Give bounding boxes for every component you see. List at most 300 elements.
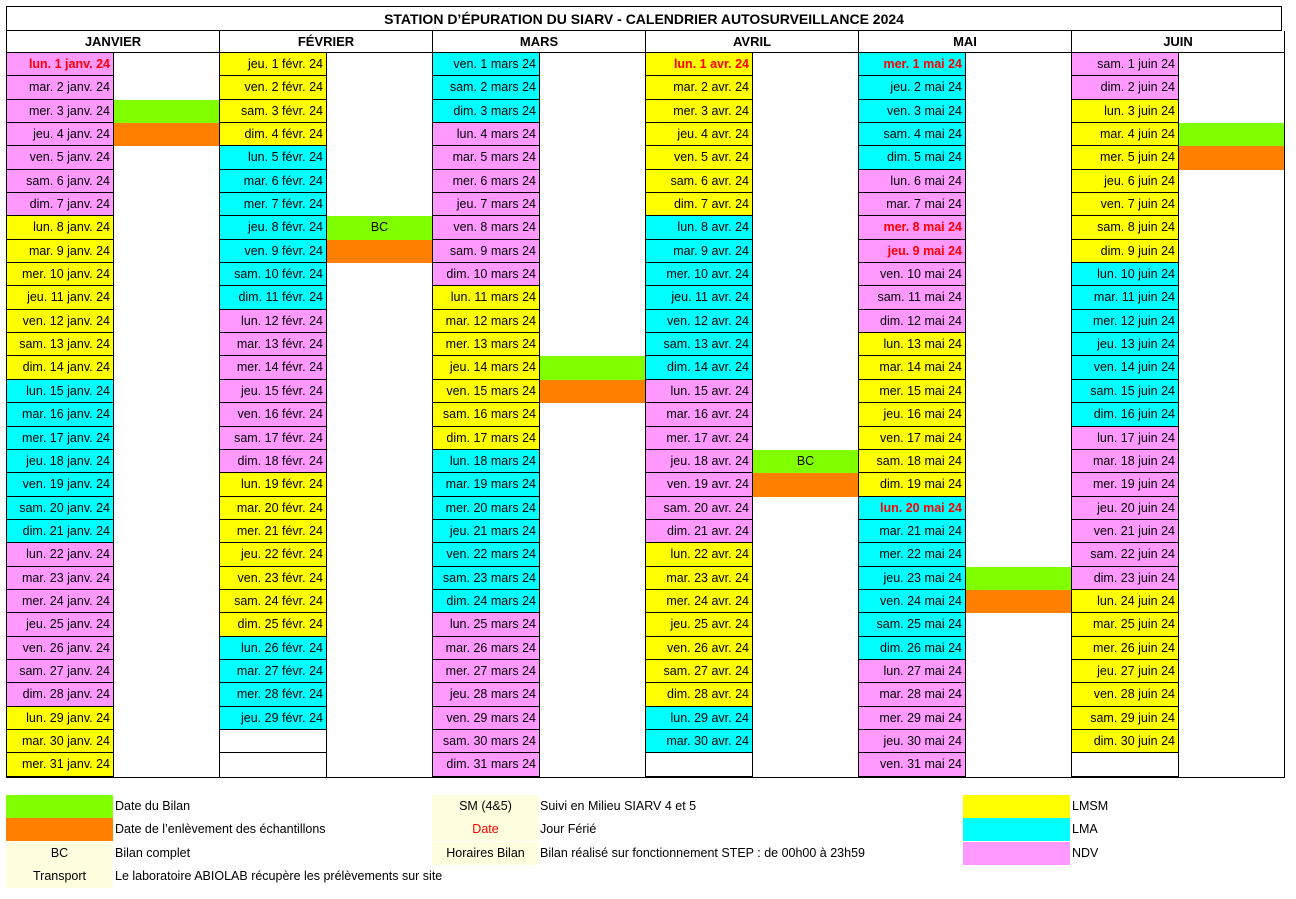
day-cell: mer. 8 mai 24 — [859, 216, 965, 239]
day-cell: sam. 18 mai 24 — [859, 450, 965, 473]
mark-cell — [753, 637, 858, 660]
day-cell: dim. 16 juin 24 — [1072, 403, 1178, 426]
day-cell: mer. 24 janv. 24 — [7, 590, 113, 613]
mark-cell — [114, 637, 219, 660]
mark-cell — [966, 730, 1071, 753]
mark-cell — [966, 146, 1071, 169]
day-cell: sam. 4 mai 24 — [859, 123, 965, 146]
mark-cell — [114, 240, 219, 263]
day-cell: ven. 31 mai 24 — [859, 753, 965, 776]
month-header: MAI — [859, 31, 1071, 53]
mark-cell — [966, 497, 1071, 520]
mark-cell — [1179, 543, 1284, 566]
day-cell: sam. 15 juin 24 — [1072, 380, 1178, 403]
mark-cell — [114, 567, 219, 590]
mark-cell — [966, 637, 1071, 660]
mark-cell — [327, 333, 432, 356]
day-cell: sam. 20 janv. 24 — [7, 497, 113, 520]
day-cell: mar. 20 févr. 24 — [220, 497, 326, 520]
day-cell: sam. 29 juin 24 — [1072, 707, 1178, 730]
day-cell: jeu. 7 mars 24 — [433, 193, 539, 216]
mark-cell — [966, 100, 1071, 123]
mark-cell — [327, 497, 432, 520]
mark-cell — [540, 76, 645, 99]
legend-horaires-key: Horaires Bilan — [432, 842, 539, 865]
mark-cell — [327, 193, 432, 216]
day-cell: lun. 29 janv. 24 — [7, 707, 113, 730]
day-cell: dim. 21 janv. 24 — [7, 520, 113, 543]
legend-horaires-label: Bilan réalisé sur fonctionnement STEP : de 00h00 à 23h59 — [540, 846, 865, 860]
day-cell: mer. 12 juin 24 — [1072, 310, 1178, 333]
legend-bc-label: Bilan complet — [115, 846, 191, 860]
mark-cell — [114, 263, 219, 286]
mark-cell — [1179, 730, 1284, 753]
mark-cell — [1179, 637, 1284, 660]
day-cell: sam. 16 mars 24 — [433, 403, 539, 426]
month-column — [645, 31, 858, 778]
mark-cell — [327, 427, 432, 450]
mark-cell — [1179, 333, 1284, 356]
mark-cell — [753, 707, 858, 730]
day-cell: mer. 15 mai 24 — [859, 380, 965, 403]
day-cell: dim. 25 févr. 24 — [220, 613, 326, 636]
day-cell: mar. 16 avr. 24 — [646, 403, 752, 426]
mark-cell — [1179, 216, 1284, 239]
mark-cell — [327, 450, 432, 473]
day-cell: lun. 3 juin 24 — [1072, 100, 1178, 123]
mark-cell — [540, 310, 645, 333]
day-cell: jeu. 4 avr. 24 — [646, 123, 752, 146]
day-cell: mer. 13 mars 24 — [433, 333, 539, 356]
mark-cell — [753, 613, 858, 636]
month-column — [432, 31, 645, 778]
day-cell: sam. 23 mars 24 — [433, 567, 539, 590]
day-cell: jeu. 13 juin 24 — [1072, 333, 1178, 356]
mark-cell — [327, 613, 432, 636]
day-cell: ven. 23 févr. 24 — [220, 567, 326, 590]
month-column — [219, 31, 432, 778]
mark-cell — [540, 427, 645, 450]
mark-cell — [540, 707, 645, 730]
empty-cell — [220, 753, 326, 776]
mark-cell — [327, 310, 432, 333]
day-cell: sam. 9 mars 24 — [433, 240, 539, 263]
month-header: JANVIER — [7, 31, 219, 53]
mark-cell — [966, 263, 1071, 286]
day-cell: jeu. 8 févr. 24 — [220, 216, 326, 239]
mark-cell — [966, 310, 1071, 333]
day-cell: sam. 3 févr. 24 — [220, 100, 326, 123]
empty-cell — [646, 753, 752, 776]
day-cell: mar. 23 janv. 24 — [7, 567, 113, 590]
echantillon-marker — [327, 240, 432, 263]
mark-cell — [327, 660, 432, 683]
mark-cell — [114, 520, 219, 543]
mark-cell — [966, 683, 1071, 706]
mark-cell — [1179, 707, 1284, 730]
day-cell: dim. 24 mars 24 — [433, 590, 539, 613]
day-cell: mar. 5 mars 24 — [433, 146, 539, 169]
mark-cell — [540, 520, 645, 543]
mark-cell — [327, 730, 432, 753]
day-cell: jeu. 16 mai 24 — [859, 403, 965, 426]
mark-cell — [966, 707, 1071, 730]
day-cell: jeu. 14 mars 24 — [433, 356, 539, 379]
day-cell: mar. 21 mai 24 — [859, 520, 965, 543]
echantillon-marker — [1179, 146, 1284, 169]
day-cell: mer. 19 juin 24 — [1072, 473, 1178, 496]
day-cell: dim. 5 mai 24 — [859, 146, 965, 169]
mark-cell — [114, 76, 219, 99]
legend-bilan-label: Date du Bilan — [115, 799, 191, 813]
day-cell: dim. 3 mars 24 — [433, 100, 539, 123]
day-cell: jeu. 15 févr. 24 — [220, 380, 326, 403]
day-cell: sam. 25 mai 24 — [859, 613, 965, 636]
mark-cell — [540, 403, 645, 426]
mark-cell — [966, 380, 1071, 403]
day-cell: dim. 23 juin 24 — [1072, 567, 1178, 590]
day-cell: dim. 10 mars 24 — [433, 263, 539, 286]
day-cell: lun. 8 avr. 24 — [646, 216, 752, 239]
mark-cell — [327, 100, 432, 123]
day-cell: mer. 10 janv. 24 — [7, 263, 113, 286]
mark-cell — [753, 286, 858, 309]
mark-cell — [540, 543, 645, 566]
day-cell: lun. 25 mars 24 — [433, 613, 539, 636]
bilan-marker: BC — [753, 450, 858, 473]
mark-cell — [114, 53, 219, 76]
day-cell: dim. 12 mai 24 — [859, 310, 965, 333]
day-cell: lun. 26 févr. 24 — [220, 637, 326, 660]
bilan-marker — [114, 100, 219, 123]
mark-cell — [114, 613, 219, 636]
mark-cell — [114, 333, 219, 356]
day-cell: dim. 9 juin 24 — [1072, 240, 1178, 263]
day-cell: jeu. 23 mai 24 — [859, 567, 965, 590]
mark-cell — [540, 473, 645, 496]
day-cell: lun. 20 mai 24 — [859, 497, 965, 520]
day-cell: jeu. 1 févr. 24 — [220, 53, 326, 76]
day-cell: mar. 4 juin 24 — [1072, 123, 1178, 146]
mark-cell — [1179, 193, 1284, 216]
mark-cell — [327, 403, 432, 426]
legend-sm-key: SM (4&5) — [432, 795, 539, 818]
legend-transport-key: Transport — [6, 865, 113, 888]
mark-cell — [966, 520, 1071, 543]
mark-cell — [1179, 497, 1284, 520]
day-cell: mar. 2 avr. 24 — [646, 76, 752, 99]
day-cell: mar. 27 févr. 24 — [220, 660, 326, 683]
day-cell: ven. 22 mars 24 — [433, 543, 539, 566]
day-cell: dim. 14 janv. 24 — [7, 356, 113, 379]
month-header: AVRIL — [646, 31, 858, 53]
mark-cell — [114, 356, 219, 379]
day-cell: mar. 12 mars 24 — [433, 310, 539, 333]
mark-cell — [966, 240, 1071, 263]
mark-cell — [1179, 473, 1284, 496]
mark-cell — [966, 403, 1071, 426]
day-cell: mer. 21 févr. 24 — [220, 520, 326, 543]
day-cell: jeu. 25 avr. 24 — [646, 613, 752, 636]
mark-cell — [753, 216, 858, 239]
mark-cell — [114, 590, 219, 613]
day-cell: jeu. 18 avr. 24 — [646, 450, 752, 473]
day-cell: mer. 10 avr. 24 — [646, 263, 752, 286]
legend — [6, 795, 1290, 890]
legend-ech-label: Date de l’enlèvement des échantillons — [115, 822, 326, 836]
calendar-sheet — [6, 6, 1282, 778]
mark-cell — [327, 683, 432, 706]
mark-cell — [540, 590, 645, 613]
mark-cell — [966, 660, 1071, 683]
day-cell: jeu. 27 juin 24 — [1072, 660, 1178, 683]
day-cell: lun. 13 mai 24 — [859, 333, 965, 356]
mark-cell — [753, 683, 858, 706]
day-cell: sam. 1 juin 24 — [1072, 53, 1178, 76]
mark-cell — [753, 380, 858, 403]
day-cell: ven. 3 mai 24 — [859, 100, 965, 123]
day-cell: lun. 24 juin 24 — [1072, 590, 1178, 613]
echantillon-marker — [753, 473, 858, 496]
mark-cell — [1179, 427, 1284, 450]
mark-cell — [753, 193, 858, 216]
echantillon-marker — [966, 590, 1071, 613]
legend-lmsm-swatch — [963, 795, 1070, 818]
mark-cell — [327, 380, 432, 403]
day-cell: lun. 22 avr. 24 — [646, 543, 752, 566]
mark-cell — [114, 310, 219, 333]
mark-cell — [327, 356, 432, 379]
mark-cell — [753, 730, 858, 753]
mark-cell — [540, 286, 645, 309]
months-grid — [6, 31, 1282, 778]
day-cell: lun. 11 mars 24 — [433, 286, 539, 309]
day-cell: sam. 13 avr. 24 — [646, 333, 752, 356]
mark-cell — [753, 403, 858, 426]
day-cell: mar. 9 janv. 24 — [7, 240, 113, 263]
mark-cell — [966, 193, 1071, 216]
day-cell: sam. 27 avr. 24 — [646, 660, 752, 683]
bilan-marker — [1179, 123, 1284, 146]
legend-lma-label: LMA — [1072, 822, 1098, 836]
mark-cell — [966, 170, 1071, 193]
day-cell: mar. 2 janv. 24 — [7, 76, 113, 99]
day-cell: lun. 19 févr. 24 — [220, 473, 326, 496]
day-cell: jeu. 28 mars 24 — [433, 683, 539, 706]
day-cell: jeu. 21 mars 24 — [433, 520, 539, 543]
day-cell: ven. 5 avr. 24 — [646, 146, 752, 169]
day-cell: jeu. 9 mai 24 — [859, 240, 965, 263]
day-cell: mar. 7 mai 24 — [859, 193, 965, 216]
day-cell: mer. 1 mai 24 — [859, 53, 965, 76]
day-cell: dim. 28 janv. 24 — [7, 683, 113, 706]
day-cell: jeu. 29 févr. 24 — [220, 707, 326, 730]
day-cell: ven. 26 avr. 24 — [646, 637, 752, 660]
month-header: MARS — [433, 31, 645, 53]
mark-cell — [327, 123, 432, 146]
mark-cell — [540, 123, 645, 146]
day-cell: lun. 15 avr. 24 — [646, 380, 752, 403]
day-cell: ven. 29 mars 24 — [433, 707, 539, 730]
empty-cell — [220, 730, 326, 753]
bilan-marker — [540, 356, 645, 379]
mark-cell — [114, 193, 219, 216]
mark-cell — [327, 76, 432, 99]
mark-cell — [540, 683, 645, 706]
mark-cell — [753, 76, 858, 99]
mark-cell — [327, 543, 432, 566]
mark-cell — [540, 333, 645, 356]
day-cell: lun. 27 mai 24 — [859, 660, 965, 683]
day-cell: ven. 12 janv. 24 — [7, 310, 113, 333]
legend-bilan-swatch — [6, 795, 113, 818]
day-cell: dim. 21 avr. 24 — [646, 520, 752, 543]
mark-cell — [114, 660, 219, 683]
mark-cell — [114, 450, 219, 473]
day-cell: mer. 14 févr. 24 — [220, 356, 326, 379]
month-column — [858, 31, 1071, 778]
day-cell: mer. 20 mars 24 — [433, 497, 539, 520]
mark-cell — [540, 497, 645, 520]
day-cell: dim. 7 avr. 24 — [646, 193, 752, 216]
mark-cell — [1179, 613, 1284, 636]
mark-cell — [753, 753, 858, 776]
day-cell: mar. 26 mars 24 — [433, 637, 539, 660]
day-cell: dim. 17 mars 24 — [433, 427, 539, 450]
mark-cell — [1179, 263, 1284, 286]
day-cell: jeu. 18 janv. 24 — [7, 450, 113, 473]
day-cell: mer. 31 janv. 24 — [7, 753, 113, 776]
mark-cell — [327, 520, 432, 543]
day-cell: jeu. 4 janv. 24 — [7, 123, 113, 146]
day-cell: mer. 6 mars 24 — [433, 170, 539, 193]
day-cell: jeu. 6 juin 24 — [1072, 170, 1178, 193]
day-cell: jeu. 20 juin 24 — [1072, 497, 1178, 520]
mark-cell — [753, 123, 858, 146]
day-cell: sam. 8 juin 24 — [1072, 216, 1178, 239]
mark-cell — [540, 100, 645, 123]
mark-cell — [966, 450, 1071, 473]
mark-cell — [327, 263, 432, 286]
mark-cell — [540, 263, 645, 286]
mark-cell — [753, 146, 858, 169]
legend-lma-swatch — [963, 818, 1070, 841]
day-cell: mer. 26 juin 24 — [1072, 637, 1178, 660]
day-cell: sam. 22 juin 24 — [1072, 543, 1178, 566]
day-cell: jeu. 11 janv. 24 — [7, 286, 113, 309]
mark-cell — [327, 753, 432, 776]
mark-cell — [327, 637, 432, 660]
mark-cell — [1179, 310, 1284, 333]
day-cell: lun. 12 févr. 24 — [220, 310, 326, 333]
day-cell: mar. 19 mars 24 — [433, 473, 539, 496]
mark-cell — [327, 286, 432, 309]
legend-transport-label: Le laboratoire ABIOLAB récupère les prélèvements sur site — [115, 869, 443, 883]
mark-cell — [540, 730, 645, 753]
mark-cell — [1179, 286, 1284, 309]
day-cell: ven. 9 févr. 24 — [220, 240, 326, 263]
day-cell: dim. 7 janv. 24 — [7, 193, 113, 216]
day-cell: mar. 28 mai 24 — [859, 683, 965, 706]
mark-cell — [327, 53, 432, 76]
day-cell: ven. 21 juin 24 — [1072, 520, 1178, 543]
day-cell: mar. 23 avr. 24 — [646, 567, 752, 590]
day-cell: jeu. 11 avr. 24 — [646, 286, 752, 309]
mark-cell — [1179, 567, 1284, 590]
mark-cell — [966, 216, 1071, 239]
mark-cell — [966, 753, 1071, 776]
day-cell: ven. 28 juin 24 — [1072, 683, 1178, 706]
day-cell: mar. 14 mai 24 — [859, 356, 965, 379]
mark-cell — [114, 543, 219, 566]
mark-cell — [114, 683, 219, 706]
day-cell: jeu. 30 mai 24 — [859, 730, 965, 753]
mark-cell — [753, 497, 858, 520]
day-cell: lun. 1 janv. 24 — [7, 53, 113, 76]
day-cell: lun. 22 janv. 24 — [7, 543, 113, 566]
day-cell: ven. 5 janv. 24 — [7, 146, 113, 169]
mark-cell — [114, 403, 219, 426]
day-cell: jeu. 2 mai 24 — [859, 76, 965, 99]
mark-cell — [1179, 403, 1284, 426]
day-cell: mar. 13 févr. 24 — [220, 333, 326, 356]
mark-cell — [1179, 520, 1284, 543]
mark-cell — [753, 543, 858, 566]
mark-cell — [966, 76, 1071, 99]
mark-cell — [1179, 450, 1284, 473]
day-cell: mar. 11 juin 24 — [1072, 286, 1178, 309]
mark-cell — [753, 310, 858, 333]
day-cell: sam. 30 mars 24 — [433, 730, 539, 753]
mark-cell — [1179, 76, 1284, 99]
day-cell: ven. 2 févr. 24 — [220, 76, 326, 99]
mark-cell — [114, 753, 219, 776]
day-cell: sam. 17 févr. 24 — [220, 427, 326, 450]
mark-cell — [753, 567, 858, 590]
day-cell: mer. 29 mai 24 — [859, 707, 965, 730]
day-cell: mar. 9 avr. 24 — [646, 240, 752, 263]
bilan-marker — [966, 567, 1071, 590]
day-cell: dim. 28 avr. 24 — [646, 683, 752, 706]
mark-cell — [753, 520, 858, 543]
legend-lmsm-label: LMSM — [1072, 799, 1109, 813]
legend-ndv-swatch — [963, 842, 1070, 865]
day-cell: dim. 4 févr. 24 — [220, 123, 326, 146]
day-cell: sam. 10 févr. 24 — [220, 263, 326, 286]
bilan-marker: BC — [327, 216, 432, 239]
day-cell: ven. 24 mai 24 — [859, 590, 965, 613]
mark-cell — [1179, 240, 1284, 263]
day-cell: mar. 30 avr. 24 — [646, 730, 752, 753]
day-cell: mer. 7 févr. 24 — [220, 193, 326, 216]
mark-cell — [114, 730, 219, 753]
mark-cell — [753, 590, 858, 613]
day-cell: sam. 13 janv. 24 — [7, 333, 113, 356]
mark-cell — [753, 660, 858, 683]
day-cell: lun. 18 mars 24 — [433, 450, 539, 473]
mark-cell — [540, 660, 645, 683]
mark-cell — [753, 333, 858, 356]
legend-bc-key: BC — [6, 842, 113, 865]
day-cell: dim. 18 févr. 24 — [220, 450, 326, 473]
day-cell: ven. 19 avr. 24 — [646, 473, 752, 496]
day-cell: ven. 12 avr. 24 — [646, 310, 752, 333]
legend-date-key: Date — [432, 818, 539, 841]
day-cell: dim. 31 mars 24 — [433, 753, 539, 776]
mark-cell — [1179, 660, 1284, 683]
mark-cell — [1179, 753, 1284, 776]
day-cell: mar. 25 juin 24 — [1072, 613, 1178, 636]
